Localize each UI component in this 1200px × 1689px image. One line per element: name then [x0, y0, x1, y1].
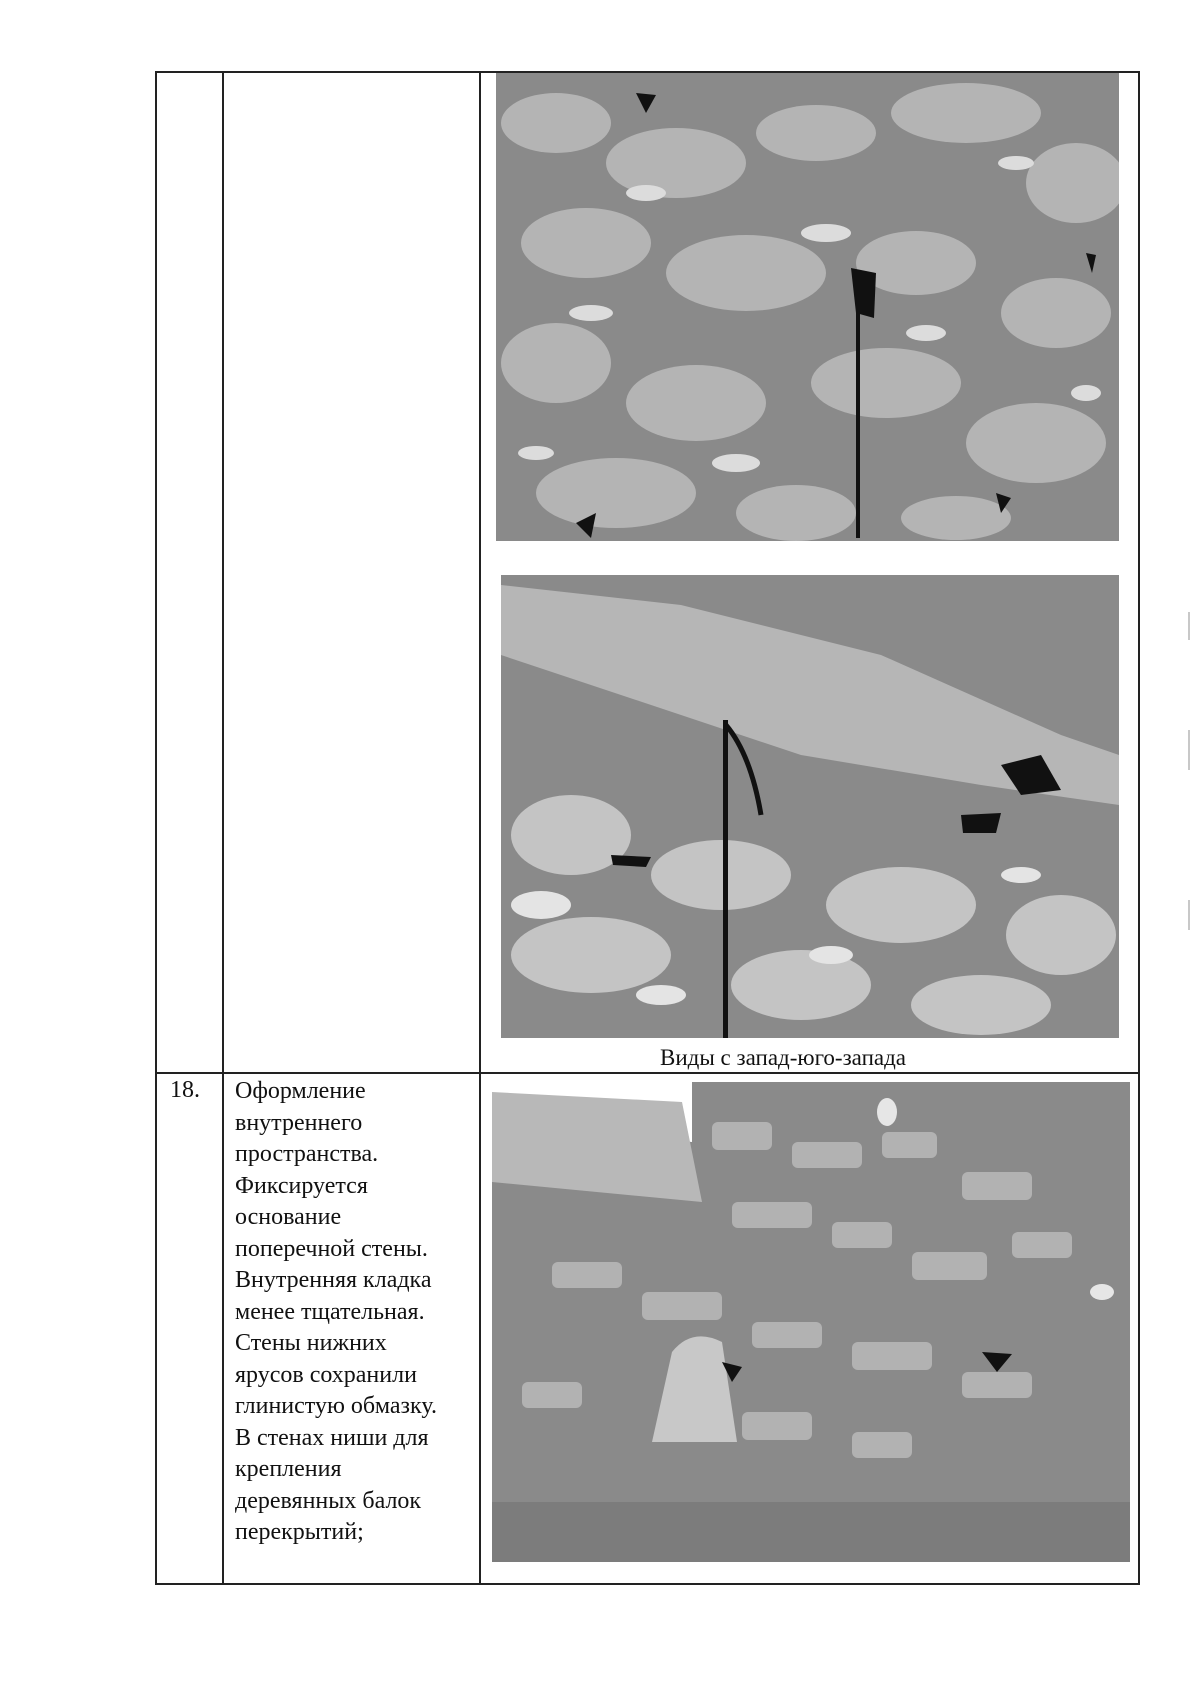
column-divider-2: [479, 71, 481, 1585]
table-right-border: [1138, 71, 1140, 1585]
masonry-photo-bottom: [501, 575, 1119, 1038]
masonry-photo-top: [496, 73, 1119, 541]
column-divider-1: [222, 71, 224, 1585]
scan-mark: [1188, 612, 1190, 640]
row-description: Оформление внутреннего пространства. Фиксируется основание поперечной стены. Внутренняя кладка менее тщательная. Стены нижних ярусов сохранили глинистую обмазку. В стенах ниши для крепления деревянных балок перекрытий;: [235, 1078, 437, 1545]
row-number: 18.: [170, 1077, 200, 1103]
interior-wall-photo: [492, 1082, 1130, 1562]
table-left-border: [155, 71, 157, 1585]
photo-caption: Виды с запад-юго-запада: [660, 1045, 907, 1070]
table-bottom-border: [155, 1583, 1140, 1585]
row-divider: [155, 1072, 1140, 1074]
scan-mark: [1188, 900, 1190, 930]
scan-mark: [1188, 730, 1190, 770]
